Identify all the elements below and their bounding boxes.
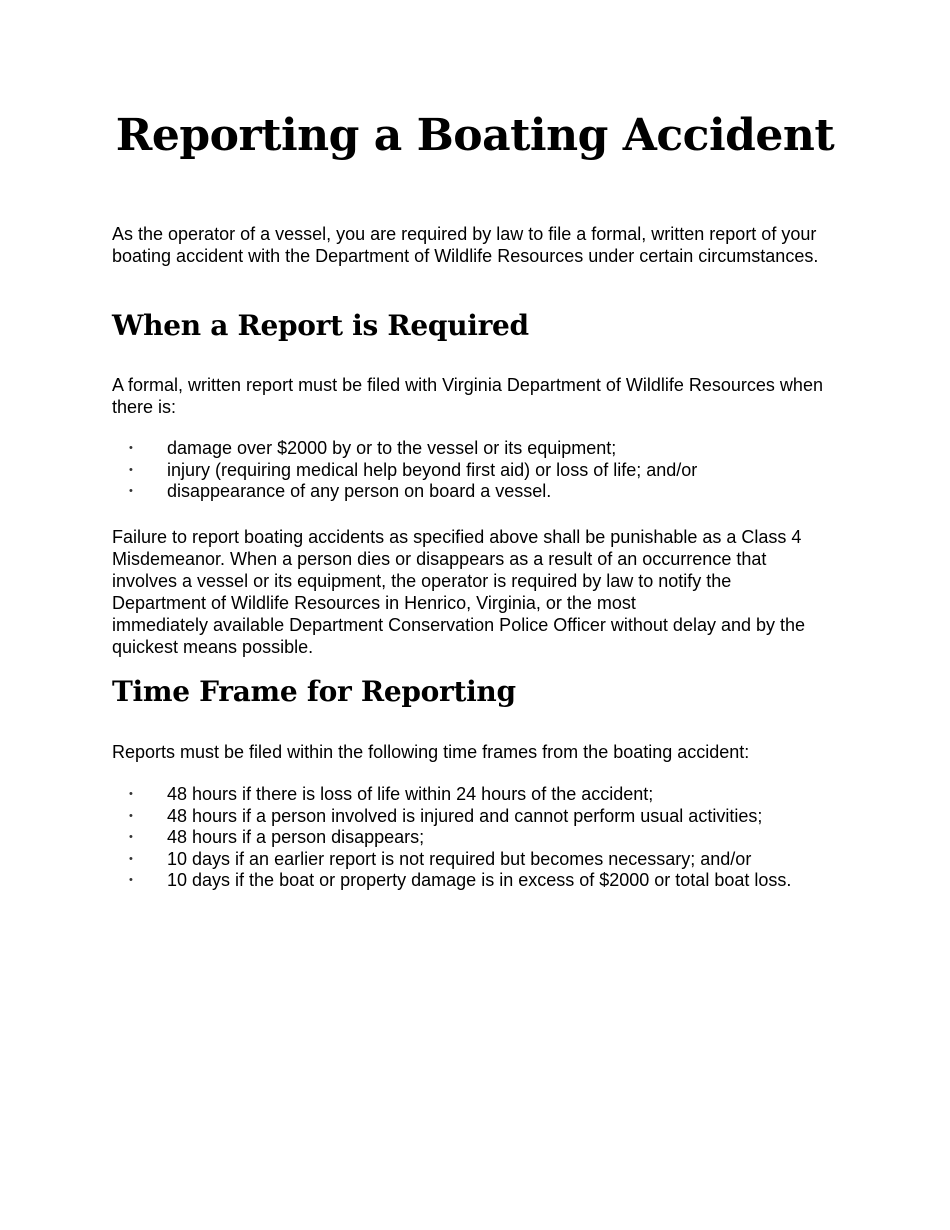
- section1-lead-paragraph: A formal, written report must be filed with Virginia Department of Wildlife Resources when there is:: [112, 375, 823, 417]
- bullet-icon: •: [129, 874, 133, 886]
- list-item: • 48 hours if a person disappears;: [129, 827, 425, 847]
- page-title: Reporting a Boating Accident: [115, 110, 835, 161]
- list-item: • 48 hours if a person involved is injured and cannot perform usual activities;: [129, 805, 763, 826]
- intro-paragraph: As the operator of a vessel, you are required by law to file a formal, written report of your boating accident with the Department of Wildlife Resources under certain circumstances.: [112, 224, 819, 266]
- required-conditions-list: [112, 438, 852, 503]
- bullet-icon: •: [129, 442, 133, 454]
- bullet-icon: •: [129, 809, 133, 822]
- section-heading-time-frame: Time Frame for Reporting: [112, 675, 516, 708]
- list-item: • injury (requiring medical help beyond first aid) or loss of life; and/or: [129, 459, 698, 480]
- section-heading-when-required: When a Report is Required: [112, 309, 529, 342]
- bullet-icon: •: [129, 788, 133, 800]
- list-item: • damage over $2000 by or to the vessel or its equipment;: [129, 438, 617, 458]
- bullet-icon: •: [129, 831, 133, 843]
- list-item: • 10 days if an earlier report is not required but becomes necessary; and/or: [129, 848, 752, 869]
- bullet-icon: •: [129, 463, 133, 476]
- list-item: • disappearance of any person on board a vessel.: [129, 481, 552, 501]
- penalty-paragraph: Failure to report boating accidents as specified above shall be punishable as a Class 4 Misdemeanor. When a person dies or disappears as a result of an occurrence that involves a vessel or its equipment, the operator is required by law to notify the Department of Wildlife Resources in Henrico, Virginia, or the most immediately available Department Conservation Police Officer without delay and by the quickest means possible.: [112, 527, 806, 657]
- list-item: • 48 hours if there is loss of life within 24 hours of the accident;: [129, 784, 654, 804]
- list-item: • 10 days if the boat or property damage is in excess of $2000 or total boat loss.: [129, 870, 792, 890]
- bullet-icon: •: [129, 852, 133, 865]
- time-frame-list: [112, 784, 852, 892]
- section2-lead-paragraph: Reports must be filed within the following time frames from the boating accident:: [112, 742, 750, 762]
- bullet-icon: •: [129, 485, 133, 497]
